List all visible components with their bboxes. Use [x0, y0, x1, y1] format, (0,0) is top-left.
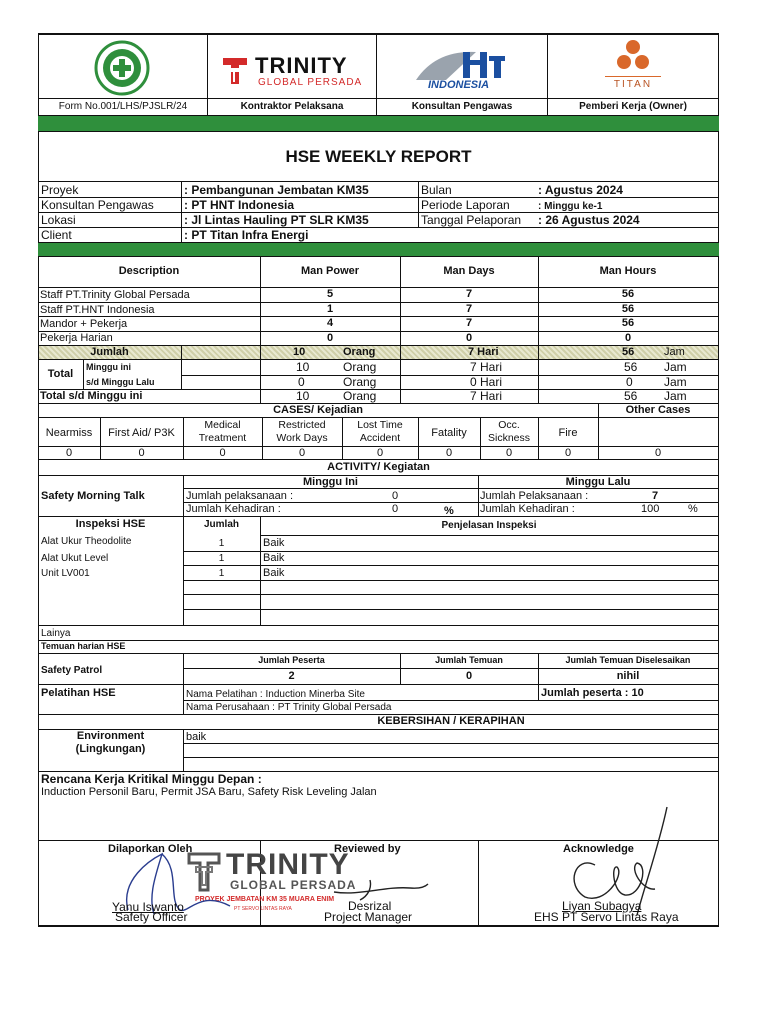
case-value-nearmiss: 0: [65, 447, 73, 459]
lokasi-label: Lokasi: [41, 213, 76, 227]
inspeksi-item-note: Baik: [263, 567, 285, 579]
patrol-temuan-value: 0: [465, 670, 473, 682]
proyek-value: : Pembangunan Jembatan KM35: [184, 183, 369, 197]
activity-minggu-ini: Minggu Ini: [303, 476, 358, 488]
client-value: : PT Titan Infra Energi: [184, 228, 309, 242]
tsd-jam: Jam: [664, 389, 687, 403]
sd-minggu-lalu-label: s/d Minggu Lalu: [86, 377, 155, 387]
mp-row-days: 7: [465, 317, 473, 329]
pelaksanaan-value: 0: [392, 490, 399, 502]
mi-hours: 56: [624, 360, 638, 374]
page-title: HSE WEEKLY REPORT: [285, 147, 472, 166]
client-label: Client: [41, 228, 72, 242]
reporter-name: Yanu Iswanto: [112, 900, 184, 914]
ml-orang: Orang: [343, 375, 377, 389]
total-label: Total: [47, 368, 74, 380]
mp-header-description: Description: [118, 265, 180, 277]
case-header-nearmiss: Nearmiss: [45, 427, 93, 439]
mi-days: 7 Hari: [470, 360, 503, 374]
activity-title: ACTIVITY/ Kegiatan: [327, 461, 430, 473]
acknowledger-role: EHS PT Servo Lintas Raya: [534, 910, 679, 924]
titan-logo-icon: [613, 39, 653, 71]
owner-role: Pemberi Kerja (Owner): [579, 101, 687, 112]
k3-safety-logo: [94, 40, 150, 96]
mp-row-desc: Staff PT.HNT Indonesia: [40, 304, 155, 316]
case-value-sickness: 0: [505, 447, 513, 459]
tanggal-value: : 26 Agustus 2024: [538, 213, 640, 227]
case-header-first-aid: First Aid/ P3K: [108, 427, 175, 439]
activity-minggu-lalu: Minggu Lalu: [565, 476, 631, 488]
tsd-hours: 56: [624, 389, 638, 403]
inspeksi-penjelasan-header: Penjelasan Inspeksi: [441, 520, 537, 531]
mp-row-hours: 56: [621, 288, 635, 300]
periode-value: : Minggu ke-1: [538, 201, 603, 212]
case-header-fatality: Fatality: [431, 427, 467, 439]
case-value-fire: 0: [564, 447, 572, 459]
mp-row-days: 0: [465, 332, 473, 344]
lalu-kehadiran-label: Jumlah Kehadiran :: [480, 503, 575, 515]
ml-jam: Jam: [664, 375, 687, 389]
kehadiran-label: Jumlah Kehadiran :: [186, 503, 281, 515]
reviewer-role: Project Manager: [324, 910, 413, 924]
jumlah-hours: 56: [622, 346, 635, 358]
mp-row-power: 0: [326, 332, 334, 344]
mp-row-power: 1: [326, 303, 334, 315]
inspeksi-title: Inspeksi HSE: [75, 518, 146, 530]
total-sd-label: Total s/d Minggu ini: [40, 390, 143, 402]
nama-pelatihan: Nama Pelatihan : Induction Minerba Site: [186, 689, 365, 700]
mp-row-hours: 56: [621, 303, 635, 315]
other-cases-title: Other Cases: [625, 404, 691, 416]
form-number: Form No.001/LHS/PJSLR/24: [58, 101, 188, 112]
tanggal-label: Tanggal Pelaporan: [421, 213, 522, 227]
case-value-restricted: 0: [298, 447, 306, 459]
other-cases-value: 0: [654, 447, 662, 459]
acknowledger-name: Liyan Subagya: [562, 899, 642, 913]
temuan-harian-label: Temuan harian HSE: [41, 641, 126, 651]
case-header-restricted: Restricted Work Days: [276, 419, 328, 444]
konsultan-label: Konsultan Pengawas: [41, 198, 154, 212]
inspeksi-jumlah-header: Jumlah: [203, 519, 239, 530]
mp-row-desc: Staff PT.Trinity Global Persada: [40, 289, 190, 301]
lokasi-value: : Jl Lintas Hauling PT SLR KM35: [184, 213, 369, 227]
trinity-logo-text: TRINITY: [255, 53, 348, 78]
inspeksi-item-count: 1: [218, 568, 225, 579]
mi-jam: Jam: [664, 360, 687, 374]
mp-header-man-hours: Man Hours: [599, 265, 657, 277]
reviewer-name: Desrizal: [348, 899, 392, 913]
titan-logo-text: TITAN: [613, 79, 653, 90]
trinity-logo-sub: GLOBAL PERSADA: [258, 77, 363, 88]
dilaporkan-label: Dilaporkan Oleh: [108, 843, 193, 855]
lalu-pelaksanaan-value: 7: [652, 490, 659, 502]
mp-row-power: 4: [326, 317, 334, 329]
jumlah-jam: Jam: [664, 346, 685, 358]
inspeksi-item-name: Alat Ukur Theodolite: [41, 536, 132, 547]
jumlah-power: 10: [293, 346, 306, 358]
inspeksi-item-count: 1: [218, 553, 225, 564]
mp-row-days: 7: [465, 288, 473, 300]
reporter-role: Safety Officer: [115, 910, 188, 924]
inspeksi-item-name: Alat Ukut Level: [41, 553, 109, 564]
mi-power: 10: [296, 360, 310, 374]
case-value-fatality: 0: [445, 447, 453, 459]
stamp-sub: GLOBAL PERSADA: [230, 878, 357, 892]
green-band-mid: [38, 243, 719, 256]
mp-row-desc: Pekerja Harian: [40, 332, 113, 344]
acknowledge-label: Acknowledge: [563, 843, 634, 855]
ml-days: 0 Hari: [470, 375, 503, 389]
cases-title: CASES/ Kejadian: [273, 404, 363, 416]
bulan-label: Bulan: [421, 183, 452, 197]
lainya-label: Lainya: [41, 628, 71, 639]
ml-power: 0: [298, 375, 305, 389]
mp-row-desc: Mandor + Pekerja: [40, 318, 128, 330]
rencana-text: Induction Personil Baru, Permit JSA Baru, Safety Risk Leveling Jalan: [41, 786, 377, 798]
signature-reviewer: [330, 872, 430, 902]
inspeksi-item-count: 1: [218, 538, 225, 549]
inspeksi-item-note: Baik: [263, 537, 285, 549]
lalu-pelaksanaan-label: Jumlah Pelaksanaan :: [480, 490, 589, 502]
patrol-diselesaikan-value: nihil: [616, 670, 640, 682]
environment-label: Environment: [76, 730, 145, 742]
minggu-ini-label: Minggu ini: [86, 362, 131, 372]
lingkungan-label: (Lingkungan): [75, 743, 146, 755]
lalu-kehadiran-value: 100: [641, 503, 660, 515]
patrol-peserta-value: 2: [288, 670, 295, 682]
patrol-peserta-header: Jumlah Peserta: [258, 655, 325, 665]
case-header-fire: Fire: [558, 427, 578, 439]
environment-value: baik: [186, 731, 207, 743]
case-value-first-aid: 0: [138, 447, 145, 459]
konsultan-value: : PT HNT Indonesia: [184, 198, 295, 212]
jumlah-orang: Orang: [343, 346, 376, 358]
mp-row-hours: 0: [624, 332, 632, 344]
lalu-kehadiran-percent: %: [688, 503, 698, 515]
inspeksi-item-note: Baik: [263, 552, 285, 564]
pelatihan-label: Pelatihan HSE: [41, 687, 116, 699]
inspeksi-item-name: Unit LV001: [41, 568, 90, 579]
case-header-medical: Medical Treatment: [198, 419, 247, 444]
tsd-power: 10: [296, 389, 310, 403]
green-band-top: [38, 116, 719, 131]
mi-orang: Orang: [343, 360, 377, 374]
kehadiran-percent: %: [444, 505, 454, 517]
reviewed-label: Reviewed by: [334, 843, 401, 855]
patrol-temuan-header: Jumlah Temuan: [435, 655, 503, 665]
kehadiran-value: 0: [392, 503, 399, 515]
case-header-sickness: Occ. Sickness: [487, 419, 530, 444]
case-value-lost-time: 0: [376, 447, 384, 459]
rencana-title: Rencana Kerja Kritikal Minggu Depan :: [41, 772, 262, 786]
mp-header-man-days: Man Days: [443, 265, 495, 277]
trinity-logo-icon: [221, 56, 249, 86]
contractor-role: Kontraktor Pelaksana: [240, 101, 344, 112]
jumlah-label: Jumlah: [90, 346, 129, 358]
patrol-diselesaikan-header: Jumlah Temuan Diselesaikan: [565, 655, 691, 665]
ml-hours: 0: [626, 375, 633, 389]
kebersihan-title: KEBERSIHAN / KERAPIHAN: [377, 715, 525, 727]
pelaksanaan-label: Jumlah pelaksanaan :: [186, 490, 294, 502]
mp-header-man-power: Man Power: [300, 265, 360, 277]
safety-patrol-label: Safety Patrol: [41, 665, 103, 676]
pelatihan-peserta: Jumlah peserta : 10: [541, 687, 644, 699]
bulan-value: : Agustus 2024: [538, 183, 623, 197]
stamp-name: TRINITY: [226, 848, 350, 881]
jumlah-days: 7 Hari: [468, 346, 499, 358]
tsd-orang: Orang: [343, 389, 377, 403]
stamp-small-text: PT SERVO LINTAS RAYA: [234, 906, 292, 912]
stamp-text: PROYEK JEMBATAN KM 35 MUARA ENIM: [195, 896, 335, 903]
mp-row-power: 5: [326, 288, 334, 300]
periode-label: Periode Laporan: [421, 198, 510, 212]
hnt-logo-text: INDONESIA: [428, 79, 490, 91]
proyek-label: Proyek: [41, 183, 79, 197]
nama-perusahaan: Nama Perusahaan : PT Trinity Global Persada: [186, 702, 392, 713]
case-value-medical: 0: [219, 447, 226, 459]
smt-label: Safety Morning Talk: [41, 490, 145, 502]
consultant-role: Konsultan Pengawas: [411, 101, 513, 112]
tsd-days: 7 Hari: [470, 389, 503, 403]
case-header-lost-time: Lost Time Accident: [357, 419, 403, 444]
mp-row-days: 7: [465, 303, 473, 315]
mp-row-hours: 56: [621, 317, 635, 329]
